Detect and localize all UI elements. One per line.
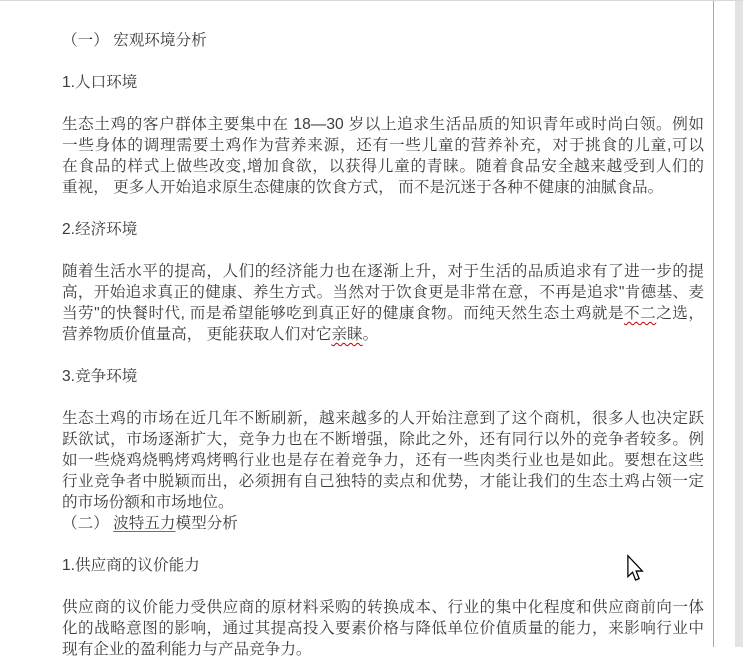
paragraph-line: 在食品的样式上做些改变,增加食欲，以获得儿童的青睐。随着食品安全越来越受到人们的 [62,158,704,175]
heading-text: （二） [62,515,114,532]
paragraph-text: 。 [362,326,379,343]
document-content [62,1,704,660]
paragraph-line: 的市场份额和市场地位。 [62,494,234,511]
heading-text: 模型分析 [175,515,238,532]
paragraph-line: 供应商的议价能力受供应商的原材料采购的转换成本、行业的集中化程度和供应商前向一体 [62,599,704,616]
paragraph-line: 随着生活水平的提高，人们的经济能力也在逐渐上升，对于生活的品质追求有了进一步的提 [62,263,704,280]
paragraph-text: 当劳"的快餐时代, 而是希望能够吃到真正好的健康食物。而纯天然生态土鸡就是 [62,305,625,322]
spellcheck-flagged-text: 亲睐 [331,326,363,343]
paragraph-line [62,303,704,324]
paragraph-line: 生态土鸡的客户群体主要集中在 18—30 岁以上追求生活品质的知识青年或时尚白领。例如 [62,116,704,133]
subheading-supplier-bargaining: 1.供应商的议价能力 [62,557,200,574]
paragraph-text: 营养物质价值量高， 更能获取人们对它 [62,326,332,343]
underlined-term: 波特五力 [113,515,176,532]
spellcheck-flagged-text: 不二 [624,305,657,322]
subheading-population: 1.人口环境 [62,74,138,91]
paragraph-line: 一些身体的调理需要土鸡作为营养来源，还有一些儿童的营养补充，对于挑食的儿童,可以 [62,137,704,154]
section-heading-1: （一） 宏观环境分析 [62,32,207,49]
paragraph-line: 如一些烧鸡烧鸭烤鸡烤鸭行业也是存在着竞争力，还有一些肉类行业也是如此。要想在这些 [62,452,704,469]
document-page[interactable] [0,1,714,658]
paragraph-line: 高，开始追求真正的健康、养生方式。当然对于饮食更是非常在意，不再是追求"肯德基、麦 [62,284,704,301]
paragraph-line: 化的战略意图的影响，通过其提高投入要素价格与降低单位价值质量的能力，来影响行业中 [62,620,704,637]
paragraph-line: 行业竞争者中脱颖而出，必须拥有自己独特的卖点和优势，才能让我们的生态土鸡占领一定 [62,473,704,490]
section-heading-2 [62,513,704,534]
paragraph-line [62,324,704,345]
paragraph-line: 跃欲试，市场逐渐扩大，竞争力也在不断增强，除此之外，还有同行以外的竞争者较多。例 [62,431,704,448]
paragraph-line: 现有企业的盈利能力与产品竞争力。 [62,641,312,658]
vertical-scrollbar-track[interactable] [735,1,743,647]
paragraph-text: 之选， [656,305,704,322]
subheading-competition: 3.竞争环境 [62,368,138,385]
subheading-economy: 2.经济环境 [62,221,138,238]
paragraph-line: 生态土鸡的市场在近几年不断刷新，越来越多的人开始注意到了这个商机，很多人也决定跃 [62,410,704,427]
paragraph-line: 重视， 更多人开始追求原生态健康的饮食方式， 而不是沉迷于各种不健康的油腻食品。 [62,179,664,196]
